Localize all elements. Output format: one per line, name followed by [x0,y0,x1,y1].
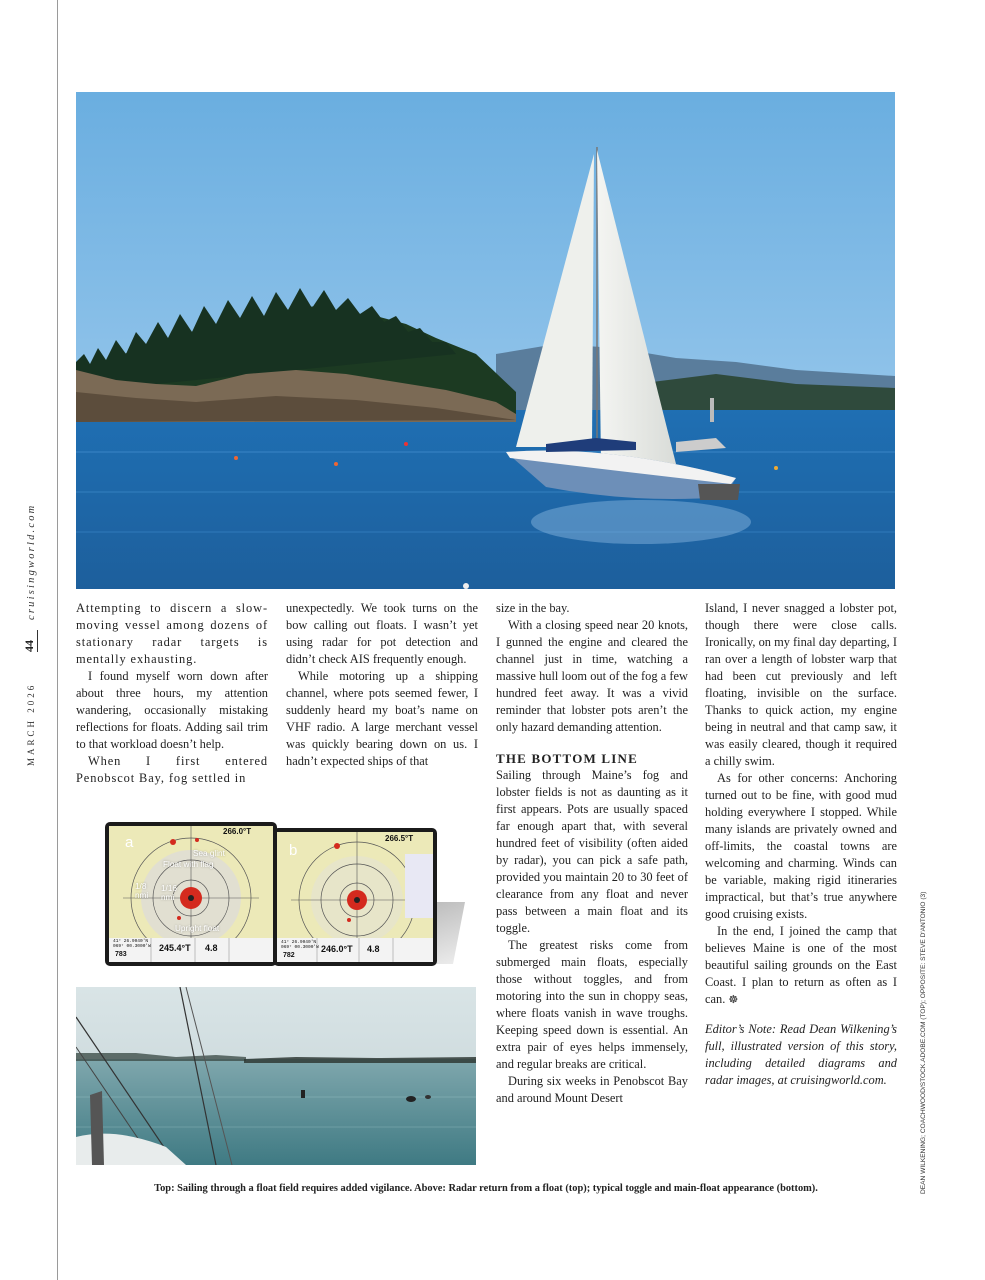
radar-a-heading: 266.0°T [223,827,252,836]
text-column-1 [76,600,268,787]
hero-sailboat-photo [76,92,895,589]
paragraph: When I first entered Penobscot Bay, fog settled in [76,754,268,785]
section-subhead: THE BOTTOM LINE [496,751,639,766]
paragraph: During six weeks in Penobscot Bay and around Mount Desert [496,1074,688,1105]
radar-a-depth: 783 [115,951,127,958]
photo-credit: DEAN WILKENING; COACHWOOD/STOCK.ADOBE.COM (TOP); OPPOSITE: STEVE D'ANTONIO (3) [920,891,927,1194]
label-1-8-nmi: 1/8 nmi [135,882,149,900]
margin-issue-date: MARCH 2026 [26,682,36,766]
radar-b-coordinates: 41° 26.9040'N 069° 00.3000'W [281,940,319,950]
paragraph-text: In the end, I joined the camp that believes Maine is one of the most beautiful sailing grounds on the East Coast. I plan to return as often as I can. [705,924,897,1006]
paragraph: The greatest risks come from submerged main floats, especially those without toggles, and from motoring into the sun in choppy seas, where floats vanish in wave troughs. Keeping speed down is essential. An extra pair of eyes helps immensely, and regular breaks are critical. [496,938,688,1071]
text-column-3 [496,600,688,1107]
radar-a-bearing: 245.4°T [159,943,191,953]
paragraph: Sailing through Maine’s fog and lobster fields is not as daunting as it first appears. Pots are usually spaced far enough apart that, with several hundred feet of visibility (often aided by radar), you can pick a safe path, provided you maintain 20 to 30 feet of clearance from any float and never pass between a main float and its toggle. [496,768,688,935]
left-margin-rule [57,0,58,1280]
label-1-16-nmi: 1/16 nmi [161,884,177,902]
paragraph: Attempting to discern a slow-moving vessel among dozens of stationary radar targets is mentally exhausting. [76,601,268,666]
radar-a-coordinates: 41° 26.9040'N 069° 00.3000'W [113,939,151,949]
page-number: 44 [22,630,44,652]
radar-screen-a [105,822,277,966]
editor-note: Editor’s Note: Read Dean Wilkening’s full, illustrated version of this story, including detailed diagrams and radar images, at cruisingworld.com. [705,1022,897,1087]
label-upright-float: Upright float [175,924,220,933]
paragraph: size in the bay. [496,601,570,615]
radar-a-letter: a [125,834,134,851]
radar-b-letter: b [289,842,298,859]
paragraph [705,923,897,1009]
radar-b-heading: 266.5°T [385,834,414,843]
radar-screen-b [273,828,437,966]
label-sea-glint: Sea glint [193,849,225,858]
radar-b-range: 4.8 [367,944,380,954]
paragraph: As for other concerns: Anchoring turned out to be fine, with good mud holding everywhere I stopped. While many islands are privately owned and off-limits, the coastal towns are welcoming and charming. Winds can be variable, making rigid itineraries impractical, but that’s true anywhere good cruising exists. [705,771,897,921]
margin-website: cruisingworld.com [26,503,37,620]
end-mark-icon: ☸ [728,994,739,1006]
label-float-with-flag: Float with flag [163,860,214,869]
radar-images [105,822,465,967]
paragraph: With a closing speed near 20 knots, I gunned the engine and cleared the channel just in time, watching a massive hull loom out of the fog a few hundred feet away. It was a vivid reminder that lobster pots aren’t the only hazard demanding attention. [496,618,688,734]
radar-b-bearing: 246.0°T [321,944,353,954]
text-column-2 [286,600,478,770]
paragraph: Island, I never snagged a lobster pot, though there were close calls. Ironically, on my final day departing, I ran over a length of lobster warp that had been cut previously and left floating, invisible on the surface. Thanks to quick action, my engine being in neutral and that camp saw, it was easily cleared, though it required a chilly swim. [705,601,897,768]
radar-a-range: 4.8 [205,943,218,953]
paragraph: unexpectedly. We took turns on the bow calling out floats. I wasn’t yet using radar for pot detection and didn’t check AIS frequently enough. [286,601,478,666]
text-column-4 [705,600,897,1089]
paragraph: While motoring up a shipping channel, where pots seemed fewer, I suddenly heard my boat’s name on VHF radio. A large merchant vessel was quickly bearing down on us. I hadn’t expected ships of that [286,669,478,768]
radar-b-depth: 782 [283,952,295,959]
paragraph: I found myself worn down after about three hours, my attention wandering, occasionally mistaking reflections for floats. Adding sail trim to that workload doesn’t help. [76,669,268,751]
radar-shadow [435,902,465,964]
photo-caption: Top: Sailing through a float field requires added vigilance. Above: Radar return from a float (top); typical toggle and main-float appearance (bottom). [154,1183,818,1194]
float-field-photo [76,987,476,1165]
